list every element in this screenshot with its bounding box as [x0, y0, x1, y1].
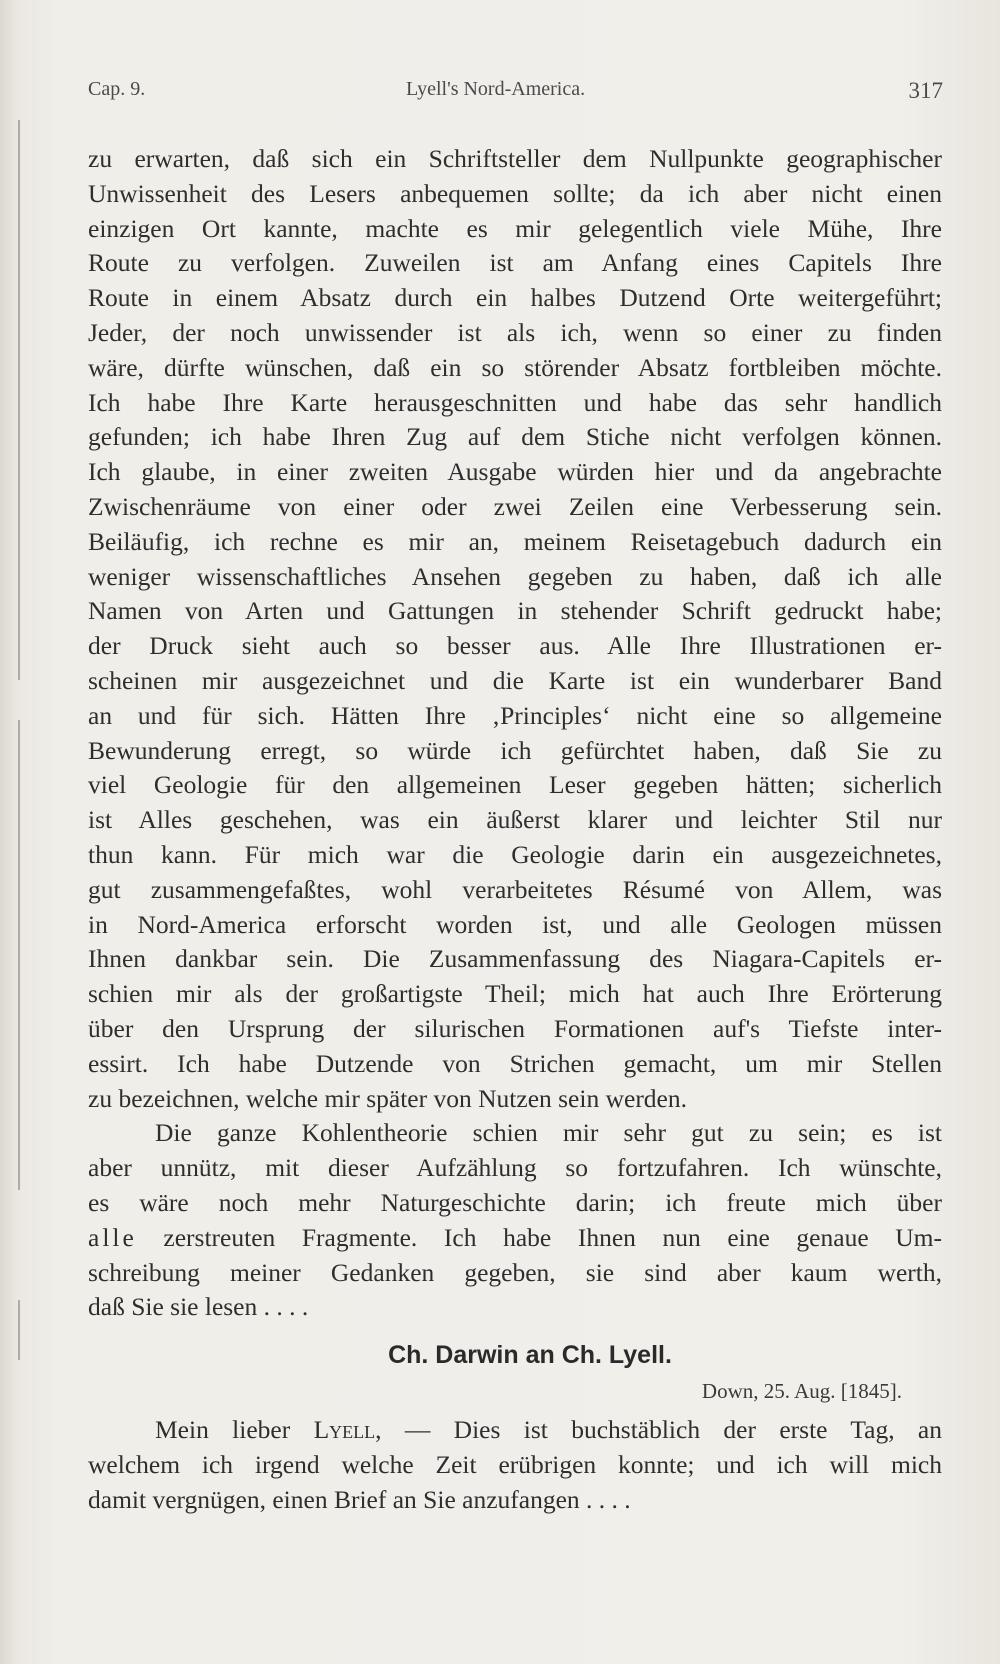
- text-line: zu erwarten, daß sich ein Schriftsteller dem Nullpunkte geographischer: [88, 144, 942, 173]
- paragraph-1: [88, 142, 942, 1116]
- addressee-name: Lyell: [313, 1415, 376, 1445]
- text-line: gefunden; ich habe Ihren Zug auf dem Stiche nicht verfolgen können.: [88, 422, 942, 452]
- text-line: essirt. Ich habe Dutzende von Strichen gemacht, um mir Stellen: [88, 1048, 942, 1078]
- text-line: [88, 1221, 942, 1256]
- letter-dateline: Down, 25. Aug. [1845].: [701, 1379, 902, 1404]
- text-line: aber unnütz, mit dieser Aufzählung so fortzufahren. Ich wünschte,: [88, 1153, 942, 1183]
- text-line: damit vergnügen, einen Brief an Sie anzufangen . . . .: [88, 1484, 631, 1514]
- text-line: Beiläufig, ich rechne es mir an, meinem Reisetagebuch dadurch ein: [88, 526, 942, 556]
- text-line: viel Geologie für den allgemeinen Leser gegeben hätten; sicherlich: [88, 770, 942, 800]
- text-line: in Nord-America erforscht worden ist, und alle Geologen müssen: [88, 909, 942, 939]
- text-line: an und für sich. Hätten Ihre ‚Principles‘ nicht eine so allgemeine: [88, 700, 942, 730]
- paragraph-2: [88, 1116, 942, 1325]
- text-line: Route in einem Absatz durch ein halbes Dutzend Orte weitergeführt;: [88, 283, 942, 313]
- text-line: Jeder, der noch unwissender ist als ich, wenn so einer zu finden: [88, 317, 942, 347]
- text-line: Namen von Arten und Gattungen in stehender Schrift gedruckt habe;: [88, 596, 942, 626]
- text-line: Ich habe Ihre Karte herausgeschnitten und habe das sehr handlich: [88, 387, 942, 417]
- body-text: [88, 142, 942, 1517]
- text-line: ist Alles geschehen, was ein äußerst klarer und leichter Stil nur: [88, 805, 942, 835]
- page-number: 317: [908, 78, 943, 103]
- chapter-label: Cap. 9.: [88, 78, 146, 100]
- text-line: es wäre noch mehr Naturgeschichte darin; ich freute mich über: [88, 1187, 942, 1217]
- text-line: über den Ursprung der silurischen Formationen auf's Tiefste inter-: [88, 1013, 942, 1043]
- text-line: daß Sie sie lesen . . . .: [88, 1292, 309, 1322]
- emphasized-word: alle: [88, 1222, 137, 1252]
- text-line: thun kann. Für mich war die Geologie darin ein ausgezeichnetes,: [88, 839, 942, 869]
- text-fragment: Mein lieber: [155, 1415, 314, 1445]
- text-line: Ich glaube, in einer zweiten Ausgabe würden hier und da angebrachte: [88, 457, 942, 487]
- text-line: scheinen mir ausgezeichnet und die Karte ist ein wunderbarer Band: [88, 665, 942, 695]
- text-line: einzigen Ort kannte, machte es mir gelegentlich viele Mühe, Ihre: [88, 213, 942, 243]
- text-line: welchem ich irgend welche Zeit erübrigen konnte; und ich will mich: [88, 1449, 942, 1479]
- text-line: Zwischenräume von einer oder zwei Zeilen eine Verbesserung sein.: [88, 491, 942, 521]
- text-line: Unwissenheit des Lesers anbequemen sollte; da ich aber nicht einen: [88, 178, 942, 208]
- page-margin-line: [18, 1300, 20, 1360]
- letter-heading: Ch. Darwin an Ch. Lyell.: [388, 1341, 672, 1370]
- paragraph-3: [88, 1413, 942, 1517]
- text-line: weniger wissenschaftliches Ansehen gegeben zu haben, daß ich alle: [88, 561, 942, 591]
- text-line: wäre, dürfte wünschen, daß ein so störender Absatz fortbleiben möchte.: [88, 352, 942, 382]
- text-line: der Druck sieht auch so besser aus. Alle Ihre Illustrationen er-: [88, 631, 942, 661]
- page-margin-line: [18, 720, 20, 1190]
- running-title: Lyell's Nord-America.: [406, 78, 586, 100]
- page-margin-line: [18, 120, 20, 680]
- text-line: [88, 1413, 942, 1448]
- text-line: Bewunderung erregt, so würde ich gefürchtet haben, daß Sie zu: [88, 735, 942, 765]
- text-line: Ihnen dankbar sein. Die Zusammenfassung des Niagara-Capitels er-: [88, 944, 942, 974]
- text-line: Die ganze Kohlentheorie schien mir sehr gut zu sein; es ist: [155, 1118, 942, 1148]
- text-line: zu bezeichnen, welche mir später von Nutzen sein werden.: [88, 1083, 688, 1113]
- text-fragment: zerstreuten Fragmente. Ich habe Ihnen nun eine genaue Um-: [136, 1222, 942, 1252]
- text-fragment: , — Dies ist buchstäblich der erste Tag, an: [375, 1415, 942, 1445]
- text-line: Route zu verfolgen. Zuweilen ist am Anfang eines Capitels Ihre: [88, 248, 942, 278]
- text-line: gut zusammengefaßtes, wohl verarbeitetes Résumé von Allem, was: [88, 874, 942, 904]
- text-line: schreibung meiner Gedanken gegeben, sie sind aber kaum werth,: [88, 1257, 942, 1287]
- text-line: schien mir als der großartigste Theil; mich hat auch Ihre Erörterung: [88, 979, 942, 1009]
- running-header: [88, 78, 943, 108]
